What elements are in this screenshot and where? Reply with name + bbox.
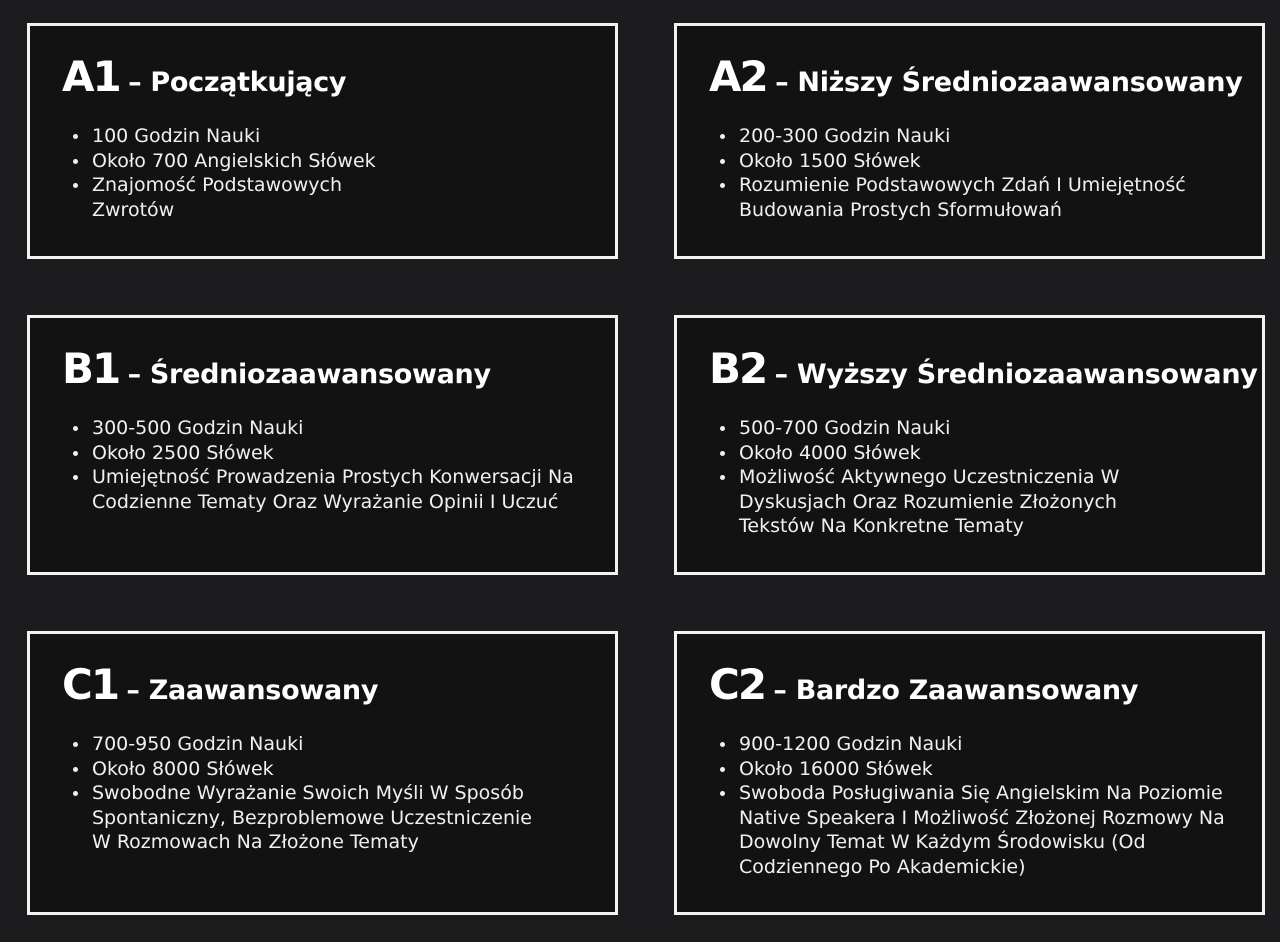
level-points-list xyxy=(739,732,1239,879)
level-card-c1 xyxy=(27,631,618,915)
level-title: – Zaawansowany xyxy=(126,675,379,706)
level-code: C1 xyxy=(62,660,119,709)
level-heading xyxy=(62,660,379,709)
level-card-a1 xyxy=(27,23,618,259)
level-title: – Bardzo Zaawansowany xyxy=(773,675,1139,706)
level-point: Około 16000 Słówek xyxy=(739,757,1239,782)
level-point: Około 8000 Słówek xyxy=(92,757,532,782)
level-points-list xyxy=(92,416,592,514)
level-title: – Średniozaawansowany xyxy=(127,359,491,390)
level-point: Około 2500 Słówek xyxy=(92,441,592,466)
level-points-list xyxy=(92,732,532,855)
level-point: Około 4000 Słówek xyxy=(739,441,1169,466)
level-title: – Początkujący xyxy=(128,67,347,98)
level-heading xyxy=(709,52,1243,101)
level-point: 500-700 Godzin Nauki xyxy=(739,416,1169,441)
level-points-list xyxy=(739,416,1169,539)
level-point: Możliwość Aktywnego Uczestniczenia W Dyskusjach Oraz Rozumienie Złożonych Tekstów Na Konkretne Tematy xyxy=(739,465,1169,539)
level-card-a2 xyxy=(674,23,1265,259)
level-code: A2 xyxy=(709,52,767,101)
level-point: 300-500 Godzin Nauki xyxy=(92,416,592,441)
level-heading xyxy=(709,660,1139,709)
level-point: 900-1200 Godzin Nauki xyxy=(739,732,1239,757)
level-point: Umiejętność Prowadzenia Prostych Konwersacji Na Codzienne Tematy Oraz Wyrażanie Opinii I Uczuć xyxy=(92,465,592,514)
level-code: C2 xyxy=(709,660,766,709)
level-title: – Niższy Średniozaawansowany xyxy=(775,67,1243,98)
level-heading xyxy=(62,52,347,101)
level-points-list xyxy=(739,124,1239,222)
level-code: A1 xyxy=(62,52,120,101)
level-points-list xyxy=(92,124,392,222)
level-point: Znajomość Podstawowych Zwrotów xyxy=(92,173,392,222)
level-point: Swoboda Posługiwania Się Angielskim Na Poziomie Native Speakera I Możliwość Złożonej Rozmowy Na Dowolny Temat W Każdym Środowisku (Od Codziennego Po Akademickie) xyxy=(739,781,1239,879)
level-heading xyxy=(709,344,1258,393)
level-card-b2 xyxy=(674,315,1265,575)
level-point: 200-300 Godzin Nauki xyxy=(739,124,1239,149)
level-point: Około 1500 Słówek xyxy=(739,149,1239,174)
level-point: 700-950 Godzin Nauki xyxy=(92,732,532,757)
level-card-c2 xyxy=(674,631,1265,915)
level-card-b1 xyxy=(27,315,618,575)
level-code: B2 xyxy=(709,344,767,393)
level-point: Około 700 Angielskich Słówek xyxy=(92,149,392,174)
level-heading xyxy=(62,344,491,393)
level-code: B1 xyxy=(62,344,120,393)
level-point: Rozumienie Podstawowych Zdań I Umiejętność Budowania Prostych Sformułowań xyxy=(739,173,1239,222)
level-point: 100 Godzin Nauki xyxy=(92,124,392,149)
level-title: – Wyższy Średniozaawansowany xyxy=(774,359,1258,390)
level-point: Swobodne Wyrażanie Swoich Myśli W Sposób Spontaniczny, Bezproblemowe Uczestniczenie W Rozmowach Na Złożone Tematy xyxy=(92,782,532,853)
